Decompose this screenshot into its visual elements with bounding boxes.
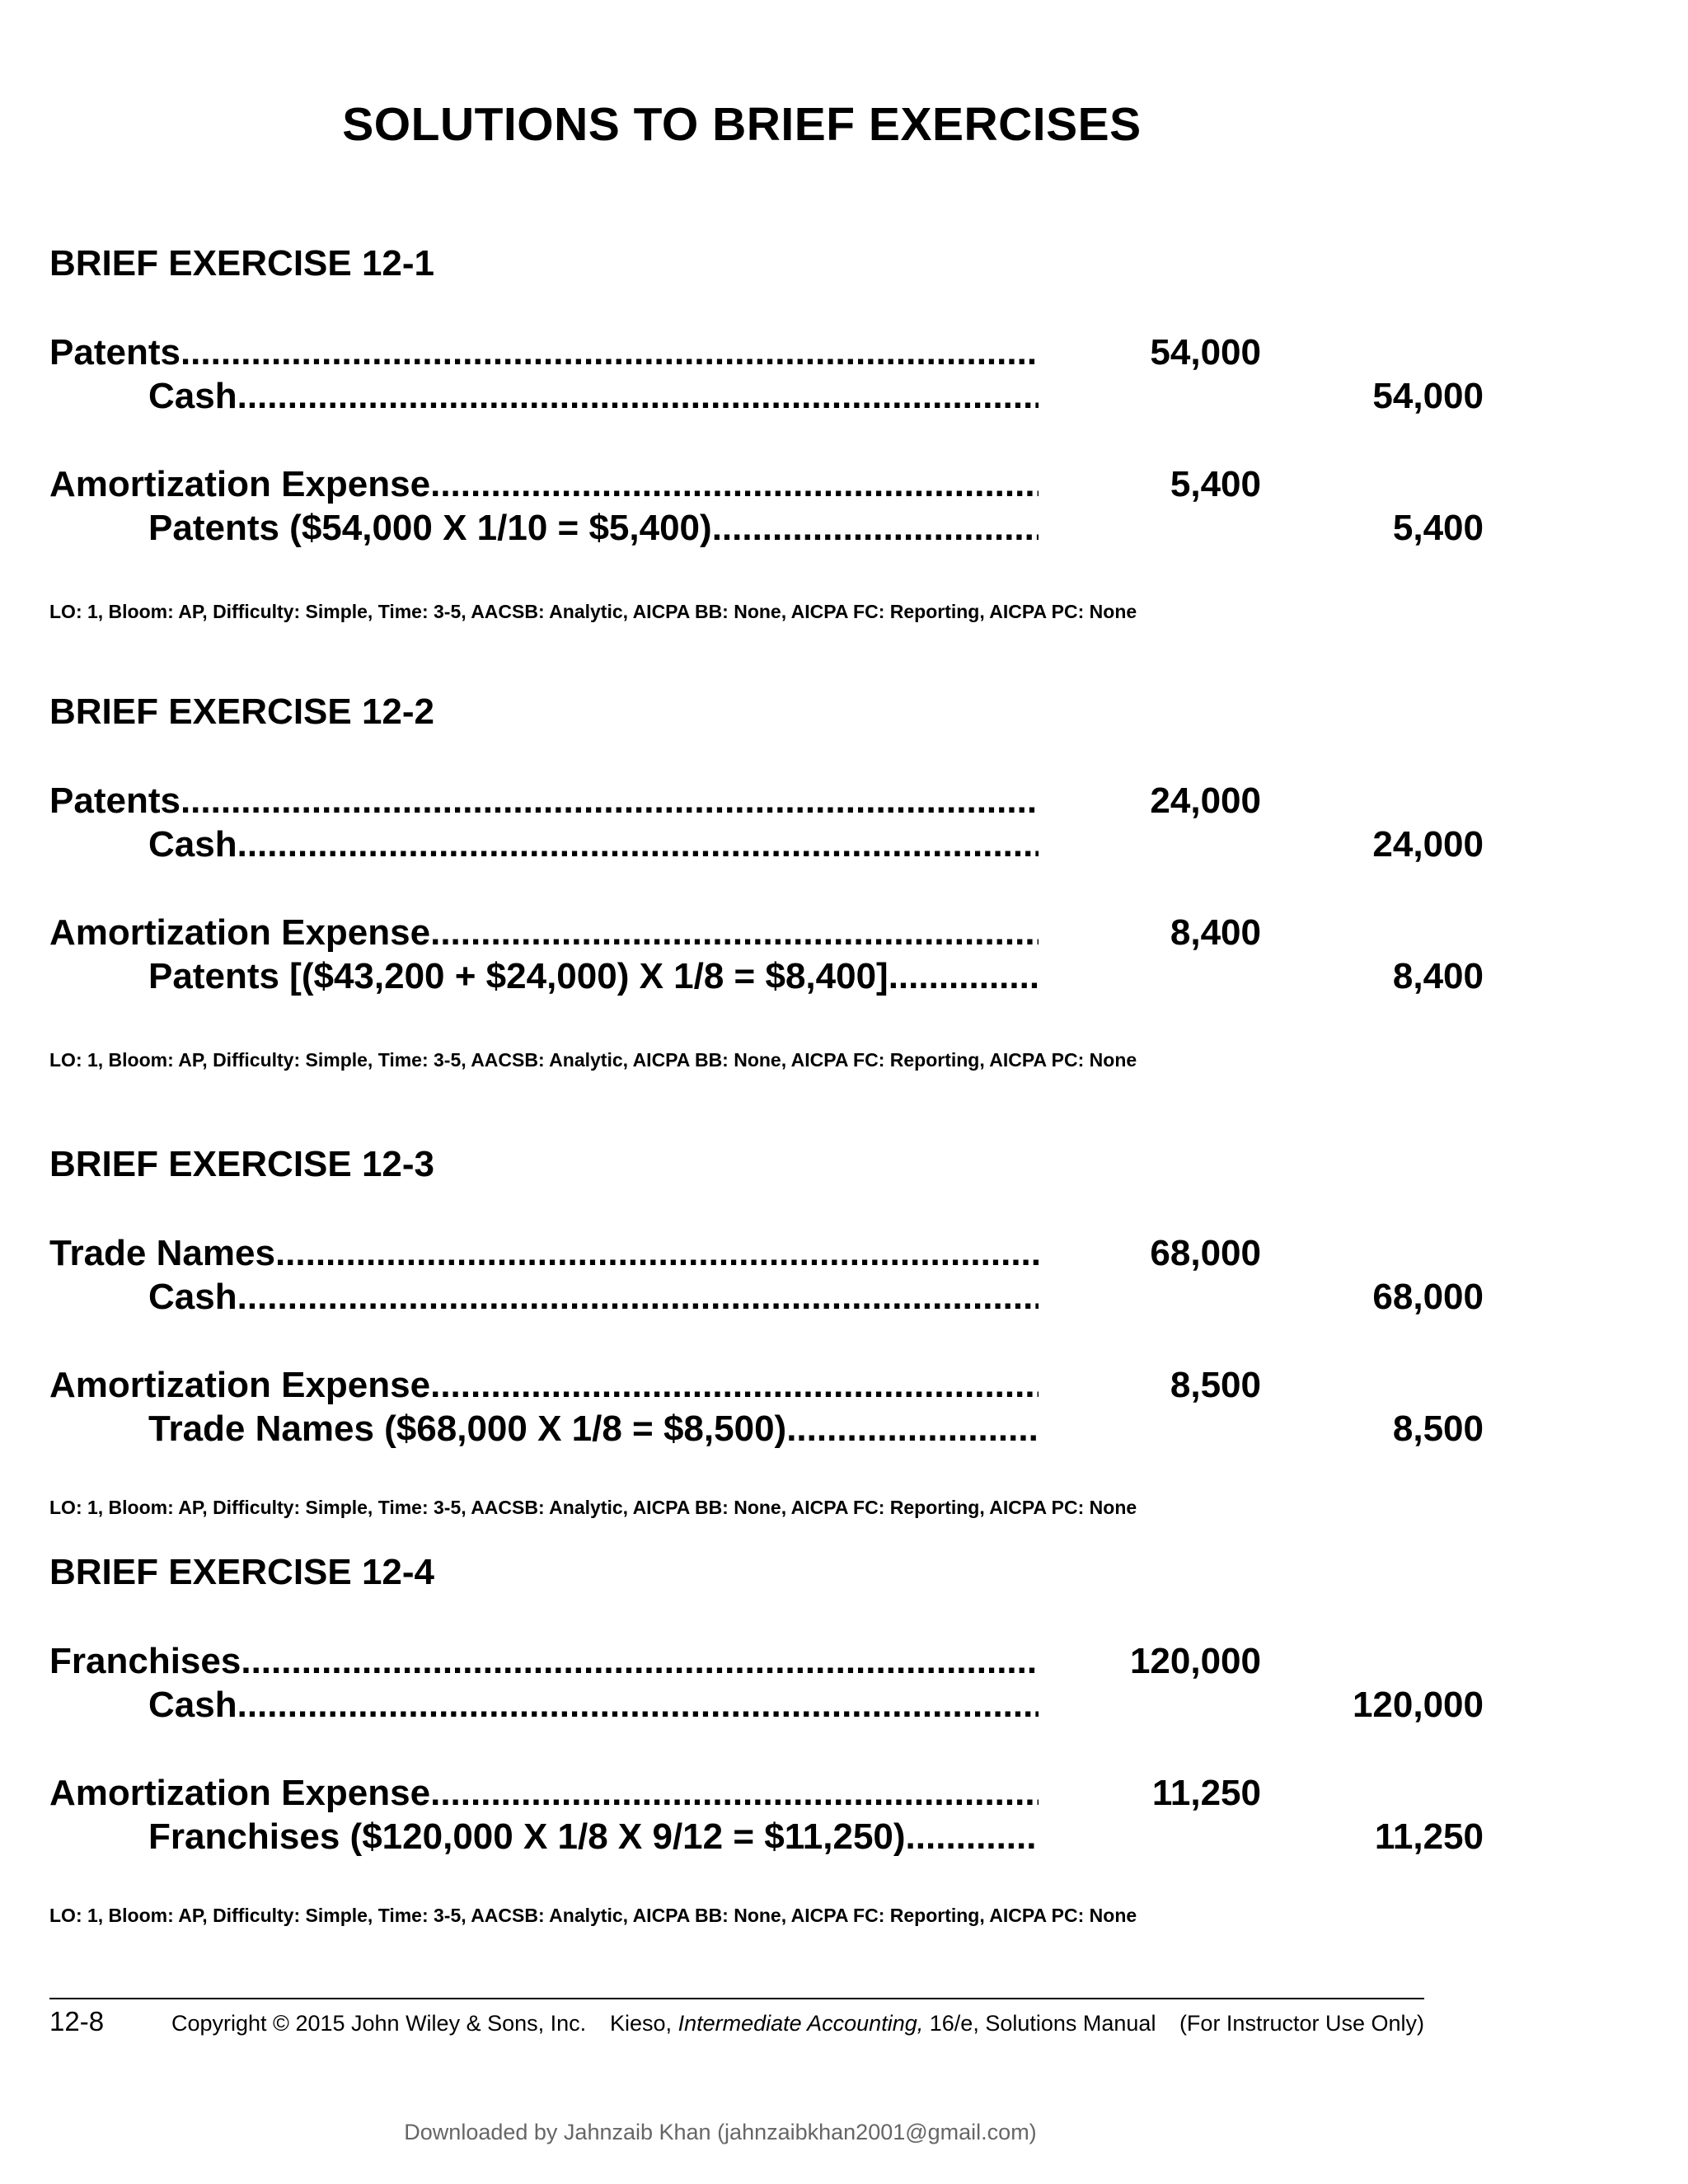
- credit-amount: 24,000: [1372, 824, 1484, 865]
- debit-account: Patents .....: [49, 330, 1039, 374]
- credit-line: [49, 1407, 1484, 1451]
- debit-account: Franchises .....: [49, 1639, 1039, 1683]
- brief-exercise-12-3: [49, 1144, 1484, 1520]
- debit-amount: 54,000: [1150, 332, 1261, 373]
- debit-line: [49, 330, 1451, 374]
- copyright-notice: Copyright © 2015 John Wiley & Sons, Inc.: [171, 2011, 587, 2036]
- credit-account: Franchises ($120,000 X 1/8 X 9/12 = $11,250) .....: [148, 1815, 1039, 1858]
- exercise-metadata: LO: 1, Bloom: AP, Difficulty: Simple, Time: 3-5, AACSB: Analytic, AICPA BB: None, AICPA FC: Reporting, AICPA PC: None: [49, 1497, 1137, 1518]
- footer-divider: [49, 1998, 1424, 1999]
- credit-account: Cash .....: [148, 823, 1039, 866]
- book-author: Kieso,: [610, 2011, 673, 2036]
- journal-entry: [49, 911, 1484, 998]
- debit-amount: 120,000: [1129, 1641, 1261, 1681]
- journal-entries: [49, 330, 1484, 550]
- debit-amount: 68,000: [1150, 1233, 1261, 1273]
- exercise-heading: BRIEF EXERCISE 12-3: [49, 1144, 435, 1184]
- credit-amount: 8,400: [1392, 956, 1484, 996]
- debit-account: Amortization Expense .....: [49, 1771, 1039, 1815]
- journal-entries: [49, 1231, 1484, 1451]
- journal-entry: [49, 462, 1484, 550]
- debit-amount: 8,400: [1170, 912, 1261, 953]
- credit-account: Patents ($54,000 X 1/10 = $5,400) .....: [148, 506, 1039, 550]
- brief-exercise-12-4: [49, 1552, 1484, 1928]
- debit-account: Amortization Expense .....: [49, 1363, 1039, 1407]
- credit-amount: 8,500: [1392, 1408, 1484, 1449]
- page-number: 12-8: [49, 2006, 105, 2036]
- journal-entry: [49, 330, 1484, 418]
- debit-account: Amortization Expense .....: [49, 911, 1039, 954]
- credit-line: [49, 1815, 1484, 1858]
- credit-line: [49, 823, 1484, 866]
- exercise-metadata: LO: 1, Bloom: AP, Difficulty: Simple, Time: 3-5, AACSB: Analytic, AICPA BB: None, AICPA FC: Reporting, AICPA PC: None: [49, 1905, 1137, 1926]
- journal-entry: [49, 1231, 1484, 1319]
- debit-amount: 5,400: [1170, 464, 1261, 504]
- debit-line: [49, 911, 1451, 954]
- credit-line: [49, 954, 1484, 998]
- exercise-metadata: LO: 1, Bloom: AP, Difficulty: Simple, Time: 3-5, AACSB: Analytic, AICPA BB: None, AICPA FC: Reporting, AICPA PC: None: [49, 1049, 1137, 1071]
- credit-line: [49, 506, 1484, 550]
- credit-line: [49, 1683, 1484, 1727]
- debit-line: [49, 1771, 1451, 1815]
- debit-line: [49, 1231, 1451, 1275]
- debit-line: [49, 779, 1451, 823]
- debit-line: [49, 1639, 1451, 1683]
- debit-amount: 24,000: [1150, 780, 1261, 821]
- instructor-note: (For Instructor Use Only): [1179, 2011, 1424, 2036]
- brief-exercise-12-2: [49, 691, 1484, 1072]
- book-citation: [610, 2011, 1156, 2036]
- debit-line: [49, 462, 1451, 506]
- exercise-heading: BRIEF EXERCISE 12-4: [49, 1552, 435, 1592]
- credit-line: [49, 1275, 1484, 1319]
- credit-amount: 11,250: [1374, 1816, 1484, 1857]
- journal-entry: [49, 1771, 1484, 1858]
- credit-amount: 120,000: [1352, 1685, 1484, 1725]
- debit-amount: 8,500: [1170, 1365, 1261, 1405]
- journal-entry: [49, 779, 1484, 866]
- download-watermark: Downloaded by Jahnzaib Khan (jahnzaibkhan2001@gmail.com): [404, 2120, 1037, 2144]
- credit-amount: 68,000: [1372, 1277, 1484, 1317]
- debit-account: Trade Names .....: [49, 1231, 1039, 1275]
- journal-entry: [49, 1639, 1484, 1727]
- book-edition: 16/e, Solutions Manual: [929, 2011, 1156, 2036]
- credit-account: Cash .....: [148, 1683, 1039, 1727]
- book-title: Intermediate Accounting,: [678, 2011, 924, 2036]
- debit-amount: 11,250: [1151, 1773, 1261, 1813]
- credit-amount: 54,000: [1372, 376, 1484, 416]
- journal-entries: [49, 779, 1484, 998]
- credit-account: Trade Names ($68,000 X 1/8 = $8,500) .....: [148, 1407, 1039, 1451]
- debit-line: [49, 1363, 1451, 1407]
- brief-exercise-12-1: [49, 243, 1484, 624]
- journal-entries: [49, 1639, 1484, 1858]
- exercise-heading: BRIEF EXERCISE 12-1: [49, 243, 435, 284]
- credit-account: Cash .....: [148, 1275, 1039, 1319]
- page-title: SOLUTIONS TO BRIEF EXERCISES: [342, 98, 1142, 151]
- credit-amount: 5,400: [1392, 508, 1484, 548]
- exercise-heading: BRIEF EXERCISE 12-2: [49, 691, 435, 732]
- journal-entry: [49, 1363, 1484, 1451]
- credit-line: [49, 374, 1484, 418]
- debit-account: Amortization Expense .....: [49, 462, 1039, 506]
- exercise-metadata: LO: 1, Bloom: AP, Difficulty: Simple, Time: 3-5, AACSB: Analytic, AICPA BB: None, AICPA FC: Reporting, AICPA PC: None: [49, 601, 1137, 622]
- debit-account: Patents .....: [49, 779, 1039, 823]
- page-footer: [49, 2006, 1424, 2039]
- credit-account: Patents [($43,200 + $24,000) X 1/8 = $8,400] .....: [148, 954, 1039, 998]
- credit-account: Cash .....: [148, 374, 1039, 418]
